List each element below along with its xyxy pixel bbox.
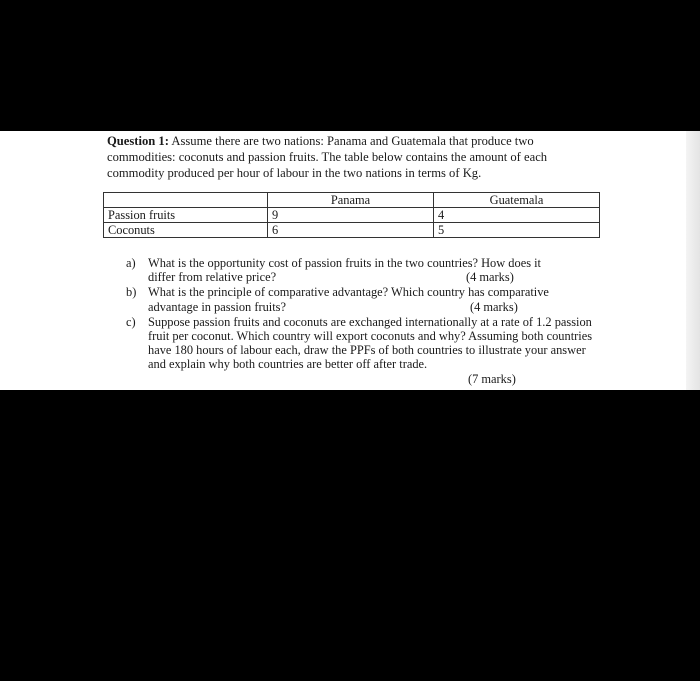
- question-marks: (7 marks): [468, 371, 516, 386]
- question-text: What is the opportunity cost of passion fruits in the two countries? How does it: [148, 256, 541, 270]
- question-text-cont: advantage in passion fruits?: [148, 299, 286, 314]
- question-text: Suppose passion fruits and coconuts are exchanged internationally at a rate of 1.2 passion fruit per coconut. Which country will export coconuts and why? Assuming both countries have 180 hours of labour each, draw the PPFs of both countries to illustrate your answer and explain why both countries are better off after trade.: [148, 314, 593, 372]
- question-label: Question 1:: [107, 134, 169, 148]
- table-header-row: [104, 193, 600, 208]
- table-row-label: Coconuts: [104, 223, 268, 238]
- question-item-b: [126, 285, 596, 313]
- table-row: [104, 208, 600, 223]
- production-table: [103, 192, 600, 238]
- question-item-a: [126, 256, 596, 284]
- table-cell-guatemala: 5: [434, 223, 600, 238]
- question-list: [126, 256, 596, 387]
- question-text: What is the principle of comparative advantage? Which country has comparative: [148, 285, 549, 300]
- table-header-guatemala: Guatemala: [434, 193, 600, 208]
- question-marks: (4 marks): [470, 299, 518, 314]
- table-cell-panama: 9: [268, 208, 434, 223]
- page-edge: [686, 131, 700, 390]
- table-cell-guatemala: 4: [434, 208, 600, 223]
- table-header-panama: Panama: [268, 193, 434, 208]
- question-letter: c): [126, 314, 136, 329]
- question-intro: [107, 133, 577, 181]
- question-item-c: [126, 315, 596, 386]
- table-cell-panama: 6: [268, 223, 434, 238]
- question-letter: a): [126, 256, 136, 270]
- question-marks: (4 marks): [466, 270, 514, 285]
- question-letter: b): [126, 285, 137, 300]
- table-header-cell: [104, 193, 268, 208]
- question-intro-text: Assume there are two nations: Panama and Guatemala that produce two commodities: coconuts and passion fruits. The table below contains the amount of each commodity produced per hour of labour in the two nations in terms of Kg.: [107, 134, 548, 180]
- document-page: [0, 131, 700, 390]
- question-text-cont: differ from relative price?: [148, 270, 277, 285]
- table-row-label: Passion fruits: [104, 208, 268, 223]
- table-row: [104, 223, 600, 238]
